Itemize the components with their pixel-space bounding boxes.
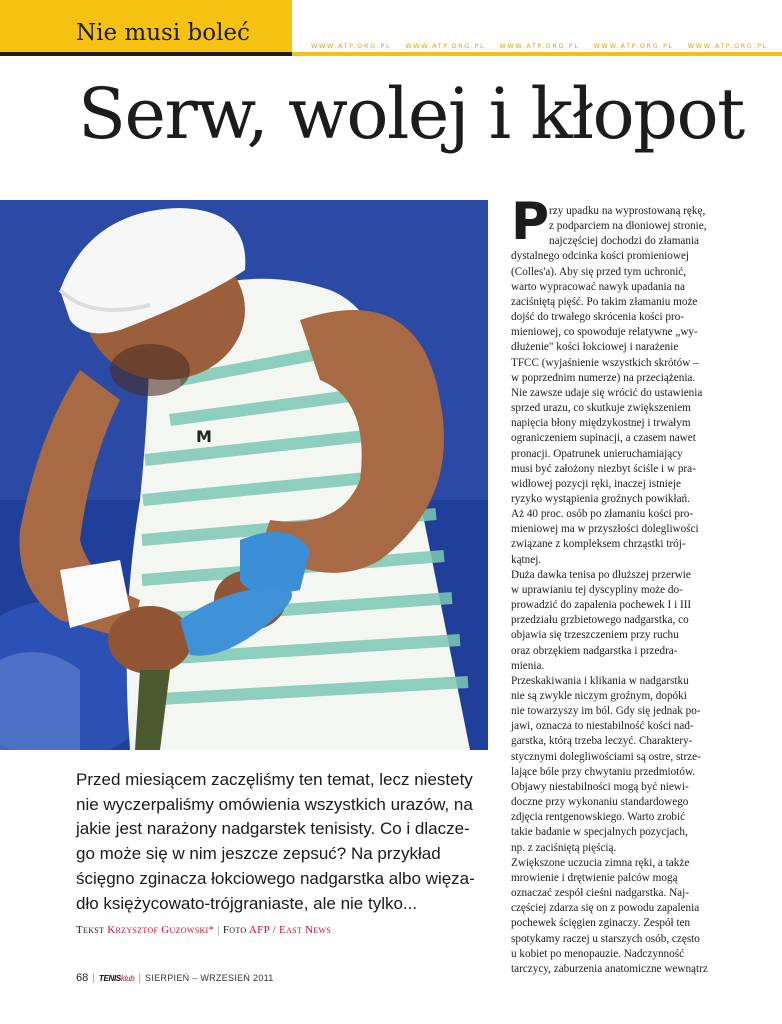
body-line: prowadzić do zapalenia pochewek I i III (511, 599, 692, 612)
body-line: (Colles'a). Aby się przed tym uchronić, (511, 265, 687, 278)
body-line: u kobiet po menopauzie. Nadczynność (511, 947, 685, 960)
article-photo (0, 200, 488, 750)
body-line: Objawy niestabilności mogą być niewi- (511, 780, 689, 793)
page-footer (76, 972, 274, 984)
body-line: Przeskakiwania i klikania w nadgarstku (511, 674, 689, 687)
header-url[interactable]: WWW.ATP.ORG.PL (405, 42, 486, 50)
body-line: częściej zdarza się on z powodu zapalenia (511, 902, 700, 915)
body-line: kątnej. (511, 553, 542, 566)
body-line: napięcia błony międzykostnej i trwałym (511, 417, 691, 430)
body-line: oznaczać zespół cieśni nadgarstka. Naj- (511, 887, 689, 900)
body-line: objawia się trzeszczeniem przy ruchu (511, 629, 679, 642)
credits-text-label: Tekst (76, 924, 105, 936)
body-line: musi być założony niezbyt ściśle i w pra- (511, 462, 696, 475)
body-line: ograniczeniem supinacji, a czasem nawet (511, 432, 696, 445)
lead-line: Przed miesiącem zaczęliśmy ten temat, lecz niestety (76, 770, 473, 789)
body-line: sprzed urazu, co skutkuje zwiększeniem (511, 402, 691, 415)
body-line: jawi, oznacza to niestabilność kości nad- (511, 720, 694, 733)
lead-line: ścięgno zginacza łokciowego nadgarstka albo więza- (76, 868, 475, 888)
body-line: spotykamy raczej u starszych osób, często (511, 932, 700, 945)
lead-line: jakie jest narażony nadgarstek tenisisty. Co i dlacze- (76, 819, 470, 839)
lead-line: nie wyczerpaliśmy omówienia wszystkich urazów, na (76, 794, 473, 814)
svg-text:M: M (196, 427, 212, 446)
header-rule-dark (0, 52, 292, 56)
body-line: tarczycy, zaburzenia anatomiczne wewnątrz (511, 962, 708, 975)
header-url[interactable]: WWW.ATP.ORG.PL (499, 42, 580, 50)
body-line: takie badanie w specjalnych pozycjach, (511, 826, 688, 839)
issue-date: SIERPIEŃ – WRZESIEŃ 2011 (145, 973, 274, 983)
body-line: najczęściej dochodzi do złamania (549, 235, 700, 248)
header-url[interactable]: WWW.ATP.ORG.PL (593, 42, 674, 50)
body-line: pochewek ścięgien zginaczy. Zespół ten (511, 917, 691, 930)
body-line: Nie zawsze udaje się wrócić do ustawienia (511, 386, 703, 399)
credits-separator: | (217, 924, 220, 936)
drop-cap: P (511, 192, 550, 252)
body-line: stycznymi dolegliwościami są ostre, strze- (511, 750, 701, 763)
body-line: nie towarzyszy im ból. Gdy się jednak po- (511, 705, 701, 718)
body-line: zaciśniętą pięść. Po takim złamaniu może (511, 295, 698, 308)
body-line: TFCC (wyjaśnienie wszystkich skrótów – (511, 356, 699, 369)
footer-separator: | (92, 973, 95, 984)
body-line: np. z zaciśniętą pięścią. (511, 841, 617, 854)
credits-photo-label: Foto (222, 924, 247, 936)
tennis-player-illustration (0, 200, 488, 750)
body-line: z podparciem na dłoniowej stronie, (549, 220, 707, 233)
magazine-logo-accent: klub (120, 974, 135, 983)
header-url[interactable]: WWW.ATP.ORG.PL (687, 42, 768, 50)
body-line: mieniowej ma w przyszłości dolegliwości (511, 523, 699, 536)
body-line: mrowienie i drętwienie palców mogą (511, 871, 678, 884)
body-line: mieniowej, co spowoduje relatywne „wy- (511, 326, 698, 339)
credits-author: Krzysztof Guzowski* (107, 924, 215, 936)
article-title: Serw, wolej i kłopot (78, 73, 744, 155)
body-line: rzy upadku na wyprostowaną rękę, (549, 205, 706, 217)
footer-separator: | (138, 973, 142, 984)
article-lead (76, 768, 490, 916)
lead-line: dło księżycowato-trójgraniaste, ale nie tylko... (76, 893, 418, 913)
body-line: ryzyko wystąpienia groźnych powikłań. (511, 492, 690, 505)
page-number: 68 (76, 972, 89, 984)
header-url[interactable]: WWW.ATP.ORG.PL (311, 42, 392, 50)
body-line: dystalnego odcinka kości promieniowej (511, 250, 690, 263)
body-line: pronacji. Opatrunek unieruchamiający (511, 447, 683, 460)
body-line: warto wypracować nawyk upadania na (511, 280, 685, 293)
body-line: w poprzednim numerze) na przeciążenia. (511, 371, 696, 384)
body-line: zdjęcia rentgenowskiego. Warto zrobić (511, 811, 686, 824)
body-line: przedziału grzbietowego nadgarstka, co (511, 614, 689, 627)
body-line: doczne przy wykonaniu standardowego (511, 796, 689, 809)
header-urls (311, 42, 782, 50)
article-body (511, 204, 709, 977)
body-line: garstka, którą trzeba leczyć. Charaktery- (511, 735, 693, 748)
credits-photo-source: AFP / East News (248, 924, 332, 936)
body-line: widłowej pozycji ręki, inaczej istnieje (511, 477, 681, 490)
body-line: Duża dawka tenisa po dłuższej przerwie (511, 568, 691, 581)
lead-line: go może się w nim jeszcze zepsuć? Na przykład (76, 844, 441, 864)
body-line: związane z kompleksem chrząstki trój- (511, 538, 686, 551)
body-line: mienia. (511, 659, 545, 672)
body-line: Zwiększone uczucia zimna ręki, a także (511, 856, 690, 869)
magazine-logo (99, 974, 135, 983)
body-line: dojść do trwałego skrócenia kości pro- (511, 311, 685, 324)
body-line: dłużenie" kości łokciowej i narażenie (511, 341, 679, 354)
body-line: w uprawianiu tej dyscypliny może do- (511, 583, 683, 596)
body-line: nie są zwykle niczym groźnym, dopóki (511, 690, 687, 702)
body-line: Aż 40 proc. osób po złamaniu kości pro- (511, 508, 694, 521)
body-line: lające bóle przy chwytaniu przedmiotów. (511, 765, 696, 778)
body-line: oraz obrzękiem nadgarstka i przedra- (511, 644, 678, 657)
section-title: Nie musi boleć (76, 20, 250, 46)
article-credits (76, 924, 331, 936)
magazine-logo-main: TENIS (98, 974, 121, 983)
header-rule-accent (292, 52, 782, 56)
